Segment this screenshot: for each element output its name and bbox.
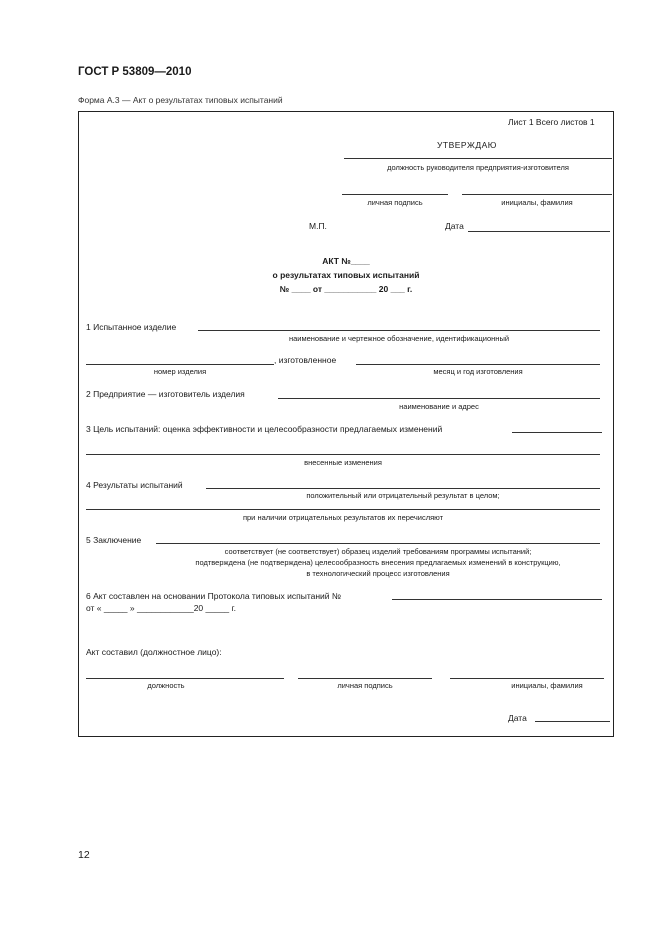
sheet-info: Лист 1 Всего листов 1 [508, 117, 595, 127]
item1-number-caption: номер изделия [153, 367, 207, 376]
composer-signature-line [298, 678, 432, 679]
item6-label: 6 Акт составлен на основании Протокола типовых испытаний № [86, 591, 342, 601]
act-title-line2: о результатах типовых испытаний [272, 270, 420, 280]
item1-date-line [356, 364, 600, 365]
form-caption: Форма А.3 — Акт о результатах типовых испытаний [78, 95, 283, 105]
approval-position-line [344, 158, 612, 159]
item1-made-label: , изготовленное [274, 355, 337, 365]
item1-date-caption: месяц и год изготовления [433, 367, 523, 376]
composer-position-caption: должность [147, 681, 185, 690]
document-header: ГОСТ Р 53809—2010 [78, 66, 192, 78]
composer-name-caption: инициалы, фамилия [511, 681, 583, 690]
item2-caption: наименование и адрес [399, 402, 479, 411]
item4-label: 4 Результаты испытаний [86, 480, 183, 490]
composer-label: Акт составил (должностное лицо): [86, 647, 222, 657]
composer-signature-caption: личная подпись [337, 681, 393, 690]
approval-signature-line [342, 194, 448, 195]
approval-title: УТВЕРЖДАЮ [437, 140, 497, 150]
approval-name-line [462, 194, 612, 195]
composer-date-line [535, 721, 610, 722]
item5-caption3: в технологический процесс изготовления [306, 569, 450, 578]
item4-caption2: при наличии отрицательных результатов их перечисляют [242, 513, 444, 522]
page-number: 12 [78, 849, 90, 861]
item5-caption2: подтверждена (не подтверждена) целесообразность внесения предлагаемых изменений в конструкцию, [195, 558, 561, 567]
item4-line [206, 488, 600, 489]
item5-label: 5 Заключение [86, 535, 142, 545]
item2-line [278, 398, 600, 399]
composer-position-line [86, 678, 284, 679]
item1-line [198, 330, 600, 331]
item5-line [156, 543, 600, 544]
seal-label: М.П. [309, 221, 327, 231]
item4-line2 [86, 509, 600, 510]
item6-date: от « _____ » ____________20 _____ г. [86, 603, 236, 613]
item1-number-line [86, 364, 274, 365]
approval-date-label: Дата [445, 221, 464, 231]
item2-label: 2 Предприятие — изготовитель изделия [86, 389, 245, 399]
item3-label: 3 Цель испытаний: оценка эффективности и целесообразности предлагаемых изменений [86, 424, 443, 434]
item3-line [86, 454, 600, 455]
approval-name-caption: инициалы, фамилия [501, 198, 573, 207]
item6-line [392, 599, 602, 600]
item4-caption1: положительный или отрицательный результат в целом; [306, 491, 500, 500]
item3-line-end [512, 432, 602, 433]
approval-date-line [468, 231, 610, 232]
approval-position-caption: должность руководителя предприятия-изготовителя [387, 163, 569, 172]
composer-name-line [450, 678, 604, 679]
item1-caption: наименование и чертежное обозначение, идентификационный [288, 334, 510, 343]
item5-caption1: соответствует (не соответствует) образец изделий требованиям программы испытаний; [224, 547, 532, 556]
act-title-line1: АКТ №____ [322, 256, 370, 266]
item3-caption: внесенные изменения [304, 458, 382, 467]
approval-signature-caption: личная подпись [367, 198, 423, 207]
item1-label: 1 Испытанное изделие [86, 322, 177, 332]
act-title-line3: № ____ от ___________ 20 ___ г. [279, 284, 413, 294]
composer-date-label: Дата [508, 713, 527, 723]
